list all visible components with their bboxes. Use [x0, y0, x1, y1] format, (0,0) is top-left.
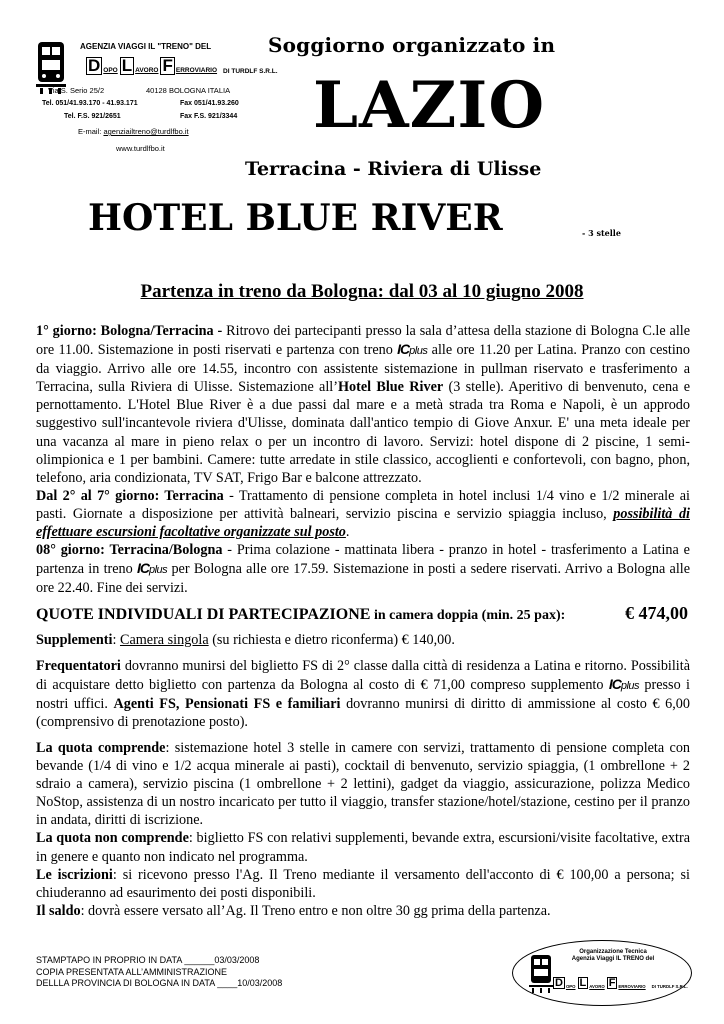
days2-7-text: - Trattamento di pensione completa in hotel inclusi 1/4 vino e 1/2 minerale ai pasti. Giornate a disposizione per attività balneari, servizio piscina e servizio spiaggia incluso, [36, 487, 690, 522]
agency-tel-fs: Tel. F.S. 921/2651 [64, 113, 121, 120]
footer-print-date: ______03/03/2008 [184, 955, 260, 965]
ic-text: IC [608, 675, 621, 692]
stamp-avoro: AVORO [589, 984, 605, 989]
stamp-letter-l: L [579, 977, 587, 989]
program-content [36, 322, 690, 920]
header-location: Terracina - Riviera di Ulisse [245, 158, 542, 180]
days2-7-excursions: possibilità di effettuare escursioni facoltative organizzate sul posto [36, 505, 690, 541]
ic-plus-text: plus [409, 345, 428, 358]
departure-title: Partenza in treno da Bologna: dal 03 al 10 giugno 2008 [140, 281, 584, 302]
header-soggiorno: Soggiorno organizzato in [268, 33, 556, 57]
agency-address: Via S. Serio 25/2 [48, 86, 105, 95]
quote-row [36, 604, 690, 625]
stamp-letter-f: F [608, 977, 616, 989]
supplements-text: (su richiesta e dietro riconferma) € 140,00. [208, 631, 455, 648]
stamp-letter-d: D [555, 977, 563, 989]
frequent-agents: Agenti FS, Pensionati FS e familiari [113, 695, 341, 712]
quote-condition: in camera doppia (min. 25 pax): [370, 608, 566, 624]
quote-price: € 474,00 [625, 603, 688, 624]
agency-brand [86, 55, 278, 75]
program-days-2-7: Dal 2° al 7° giorno: Terracina - Trattamento di pensione completa in hotel inclusi 1/4 vino e 1/2 minerale ai pasti. Giornate a disposizione per attività balneari, servizio piscina e servizio spiaggia incluso, possibilità di effettuare escursioni facoltative organizzate sul posto. [36, 487, 690, 541]
day1-hotel: Hotel Blue River [337, 379, 444, 396]
agency-website-link[interactable]: www.turdlfbo.it [116, 144, 165, 153]
agency-email-link[interactable]: agenziailtreno@turdlfbo.it [103, 127, 189, 136]
program-day1 [36, 322, 690, 487]
balance-text: : dovrà essere versato all’Ag. Il Treno entro e non oltre 30 gg prima della partenza. [80, 902, 551, 919]
supplements-item: Camera singola [119, 631, 209, 648]
agency-tel: Tel. 051/41.93.170 - 41.93.171 [42, 100, 138, 107]
balance [36, 902, 690, 920]
brand-letter-f: F [162, 56, 173, 75]
footer-line-2: COPIA PRESENTATA ALL’AMMINISTRAZIONE [36, 966, 228, 977]
excludes-text: : biglietto FS con relativi supplementi, bevande extra, escursioni/visite facoltative, extra in genere e quanto non indicato nel programma. [36, 830, 691, 865]
ic-plus-text: plus [149, 564, 168, 577]
header-region: LAZIO [313, 68, 546, 143]
day1-text-c: (3 stelle). Aperitivo di benvenuto, cena e pernottamento. L'Hotel Blue River è a due passi dal mare e a metà strada tra Roma e Napoli, è un approdo suggestivo sull'incantevole riviera d'Ulisse, dominata dall'antico tempio di Giove Anxur. E' una meta ideale per una vacanza al mare in pieno relax o per un incontro di lavoro. Servizi: hotel dispone di 2 piscine, 1 semi-olimpionica e 1 per bambini. Camere: tutte arredate in stile classico, accoglienti e confortevoli, con bagno, phon, telefono, aria condizionata, TV SAT, Frigo Bar e balcone attrezzato. [36, 379, 690, 486]
agency-fax-fs: Fax F.S. 921/3344 [180, 113, 238, 120]
stamp-train-icon [529, 953, 553, 995]
footer-province-label: DELLLA PROVINCIA DI BOLOGNA IN DATA [36, 978, 218, 988]
header-hotel-stars: - 3 stelle [582, 228, 621, 238]
email-label: E-mail: [78, 127, 102, 136]
stamp-line-1: Organizzazione Tecnica [579, 949, 647, 955]
ic-plus-logo [397, 341, 427, 357]
ic-text: IC [137, 560, 149, 577]
day8-text: - Prima colazione - mattinata libera - pranzo in hotel - trasferimento a Latina e partenza in treno [36, 542, 690, 578]
brand-letter-d: D [88, 56, 101, 75]
stamp-opo: OPO [565, 984, 576, 989]
footer-print-label: STAMPTAPO IN PROPRIO IN DATA [36, 955, 185, 965]
day8-text-b: per Bologna alle ore 17.59. Sistemazione in posti a sedere riservati. Arrivo a Bologna alle ore 22.40. Fine dei servizi. [36, 561, 690, 597]
day8-title: 08° giorno: Terracina/Bologna [36, 542, 223, 559]
supplements-label: Supplementi [36, 631, 113, 648]
frequent-text: dovranno munirsi del biglietto FS di 2° classe dalla città di residenza a Latina e ritorno. Possibilità di acquistare detto biglietto con partenza da Bologna al costo di € 71,00 compreso supplemento [36, 657, 690, 693]
frequent-travellers [36, 657, 690, 731]
agency-email-row [78, 127, 189, 136]
footer-notes [36, 955, 282, 990]
quote-excludes [36, 829, 690, 865]
quote-includes [36, 739, 690, 829]
stamp-brand [553, 977, 688, 989]
balance-label: Il saldo [36, 902, 81, 919]
day1-text-b: alle ore 11.20 per Latina. Pranzo con cestino da viaggio. Arrivo alle ore 14.55, incontro con assistente sistemazione in pullman riservato e trasferimento a Terracina, sulla Riviera di Ulisse. Sistemazione all’ [36, 342, 690, 396]
program-day8 [36, 541, 690, 597]
footer-line-1 [36, 955, 282, 967]
day1-title: 1° giorno: Bologna/Terracina - [36, 323, 223, 339]
brand-opo: OPO [103, 67, 118, 74]
agency-city: 40128 BOLOGNA ITALIA [146, 86, 231, 95]
brand-letter-l: L [121, 56, 133, 75]
frequent-text-b: presso i nostri uffici. [36, 676, 690, 712]
includes-label: La quota comprende [36, 739, 166, 756]
supplements: Supplementi: Camera singola (su richiesta e dietro riconferma) € 140,00. [36, 631, 455, 648]
registration [36, 866, 690, 902]
footer-province-date: ____10/03/2008 [217, 978, 283, 988]
stamp-text [565, 949, 661, 963]
stamp-tail: DI TURDLF S.R.L. [651, 984, 688, 989]
stamp-erroviario: ERROVIARIO [618, 984, 646, 989]
registration-label: Le iscrizioni [36, 866, 113, 883]
quote-title: QUOTE INDIVIDUALI DI PARTECIPAZIONE [36, 606, 371, 624]
header-hotel-name: HOTEL BLUE RIVER [88, 197, 503, 239]
excludes-label: La quota non comprende [36, 830, 189, 847]
ic-plus-text: plus [620, 679, 640, 692]
brand-erroviario: ERROVIARIO [175, 67, 218, 74]
ic-plus-logo [609, 676, 639, 692]
footer-line-3 [36, 978, 282, 990]
agency-stamp [512, 940, 692, 1006]
agency-fax: Fax 051/41.93.260 [180, 100, 239, 107]
day1-text: Ritrovo dei partecipanti presso la sala d’attesa della stazione di Bologna C.le alle ore 11.00. Sistemazione in posti riservati e partenza con treno [36, 323, 691, 359]
brand-tail: DI TURDLF S.R.L. [223, 68, 278, 75]
ic-plus-logo [137, 560, 167, 576]
ic-text: IC [397, 341, 410, 358]
brand-avoro: AVORO [135, 67, 159, 74]
registration-text: : si ricevono presso l'Ag. Il Treno mediante il versamento dell'acconto di € 100,00 a persona; si chiuderanno ad esaurimento dei posti disponibili. [36, 866, 690, 901]
days2-7-title: Dal 2° al 7° giorno: Terracina [36, 487, 224, 504]
agency-name: AGENZIA VIAGGI IL "TRENO" DEL [80, 42, 212, 51]
frequent-label: Frequentatori [36, 657, 121, 674]
stamp-line-2: Agenzia Viaggi IL TRENO del [571, 956, 655, 962]
frequent-text-c: dovranno munirsi di diritto di ammissione al costo € 6,00 (comprensivo di prenotazione posto). [36, 695, 690, 730]
includes-text: : sistemazione hotel 3 stelle in camere con servizi, trattamento di pensione completa con bevande (1/4 di vino e 1/2 acqua minerale ai pasti), cocktail di benvenuto, servizio spiaggia, (1 ombrellone + 2 sdraio a camera), servizio piscina (1 ombrellone + 2 lettini), gadget da viaggio, assicurazione, polizza Medico NoStop, assistenza di un nostro incaricato per tutto il viaggio, transfer stazione/hotel/stazione, cestino per il pranzo in andata, diritti di iscrizione. [36, 739, 691, 829]
